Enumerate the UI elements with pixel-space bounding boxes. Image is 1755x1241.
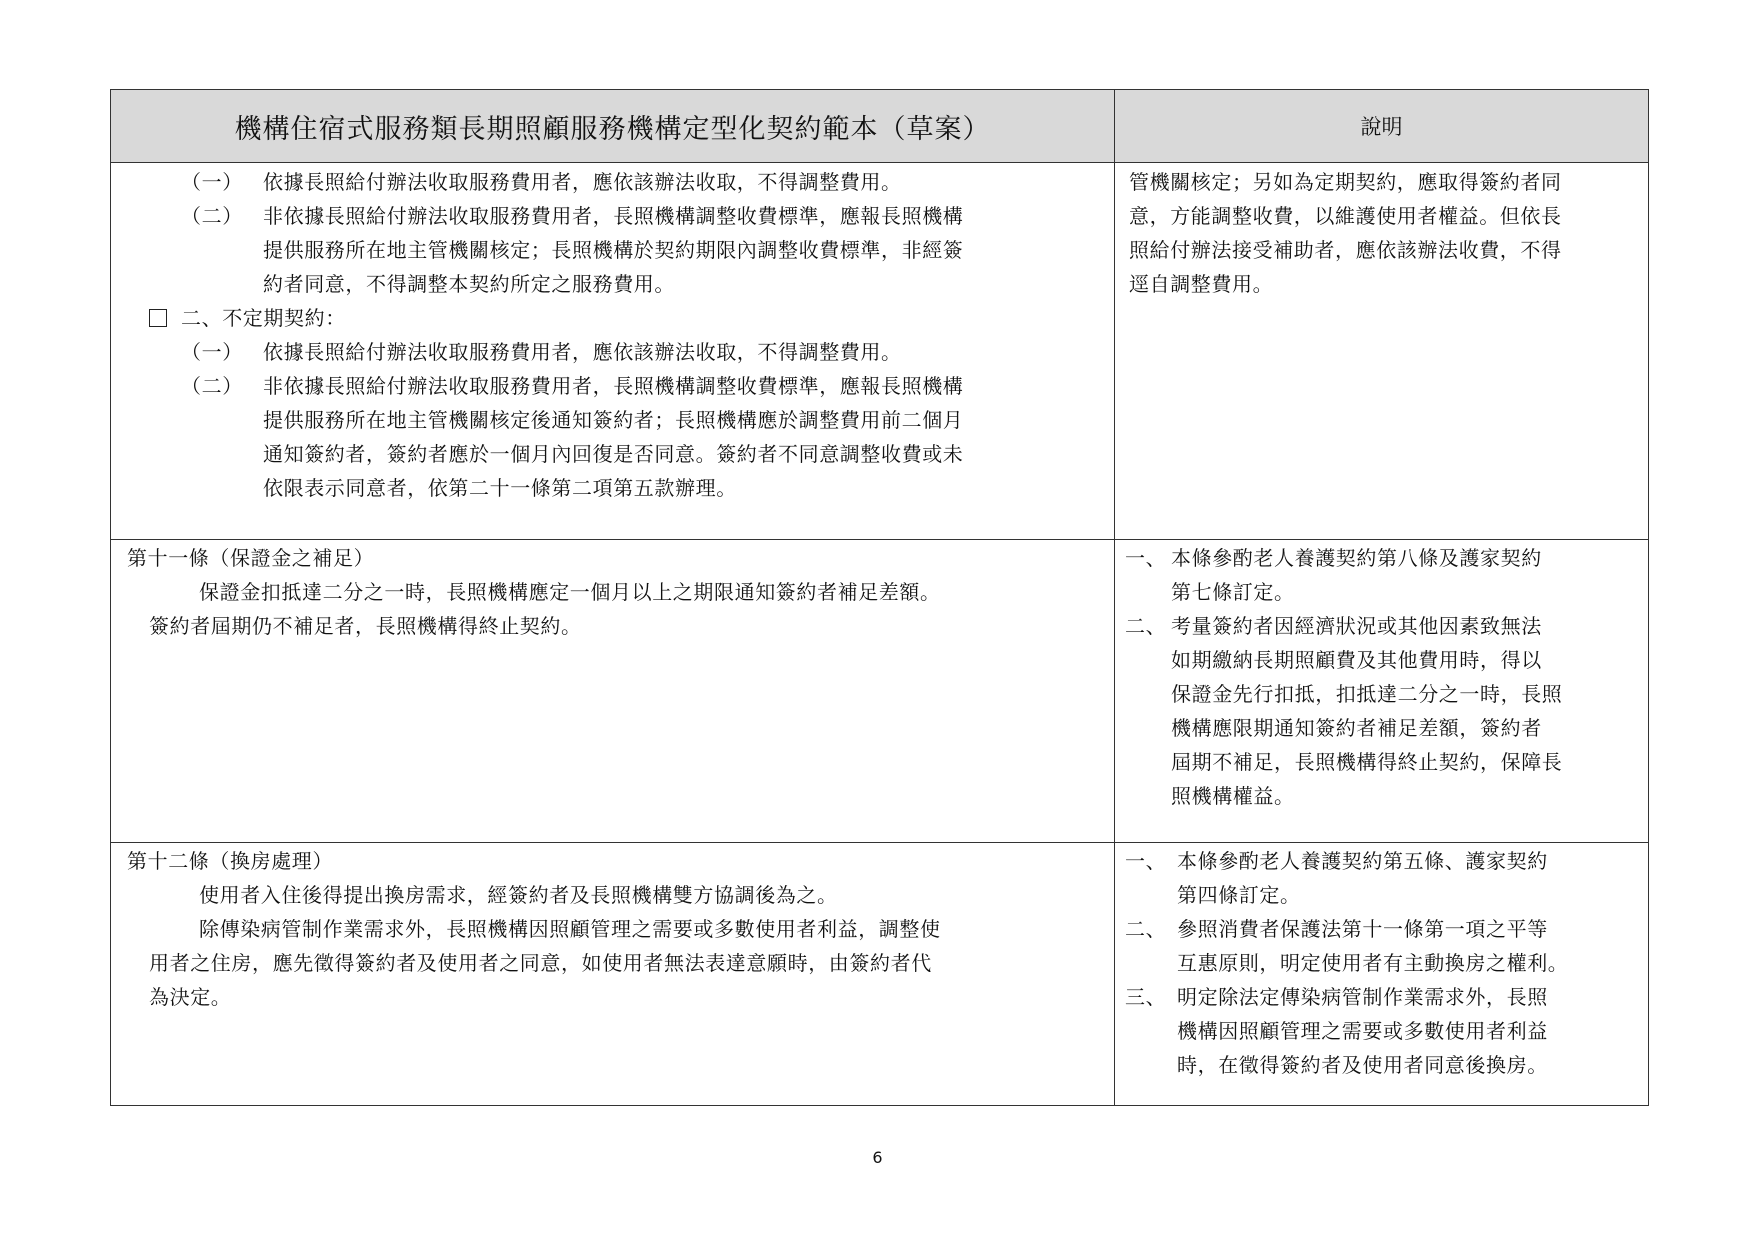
item-text: 考量簽約者因經濟狀況或其他因素致無法 xyxy=(1171,614,1542,638)
list-item xyxy=(1115,912,1648,946)
item-label: 二、 xyxy=(1125,917,1167,941)
item-text: 參照消費者保護法第十一條第一項之平等 xyxy=(1177,917,1548,941)
fee-adjustment-row xyxy=(111,162,1648,539)
table-header-row xyxy=(111,90,1648,162)
item-text: 本條參酌老人養護契約第八條及護家契約 xyxy=(1171,546,1542,570)
item-text: 第四條訂定。 xyxy=(1177,883,1301,907)
item-label: （一） xyxy=(181,340,243,364)
list-item xyxy=(1115,844,1648,878)
list-item xyxy=(111,199,1114,233)
item-text: 保證金先行扣抵，扣抵達二分之一時，長照 xyxy=(1171,682,1563,706)
checkbox[interactable] xyxy=(149,309,167,327)
clause-text: 使用者入住後得提出換房需求，經簽約者及長照機構雙方協調後為之。 xyxy=(199,883,838,907)
article-11-clause xyxy=(111,540,1115,842)
item-text: 非依據長照給付辦法收取服務費用者，長照機構調整收費標準，應報長照機構 xyxy=(263,204,964,228)
item-text: 非依據長照給付辦法收取服務費用者，長照機構調整收費標準，應報長照機構 xyxy=(263,374,964,398)
article-12-clause xyxy=(111,843,1115,1105)
article-title: 第十一條（保證金之補足） xyxy=(127,546,375,570)
indefinite-contract-option[interactable] xyxy=(111,301,1114,335)
item-text: 本條參酌老人養護契約第五條、護家契約 xyxy=(1177,849,1548,873)
item-label: 三、 xyxy=(1125,985,1167,1009)
explanation-heading: 說明 xyxy=(1360,115,1403,139)
contract-table xyxy=(110,89,1649,1106)
item-text: 依據長照給付辦法收取服務費用者，應依該辦法收取，不得調整費用。 xyxy=(263,340,902,364)
item-text: 機構因照顧管理之需要或多數使用者利益 xyxy=(1177,1019,1548,1043)
item-text: 互惠原則，明定使用者有主動換房之權利。 xyxy=(1177,951,1569,975)
header-title-cell xyxy=(111,90,1115,162)
item-text: 機構應限期通知簽約者補足差額，簽約者 xyxy=(1171,716,1542,740)
option-label: 二、不定期契約： xyxy=(181,306,346,330)
clause-text: 保證金扣抵達二分之一時，長照機構應定一個月以上之期限通知簽約者補足差額。 xyxy=(199,580,941,604)
item-text: 依據長照給付辦法收取服務費用者，應依該辦法收取，不得調整費用。 xyxy=(263,170,902,194)
item-text: 如期繳納長期照顧費及其他費用時，得以 xyxy=(1171,648,1542,672)
fee-adjustment-clause xyxy=(111,163,1115,539)
clause-text: 為決定。 xyxy=(149,985,232,1009)
clause-text: 用者之住房，應先徵得簽約者及使用者之同意，如使用者無法表達意願時，由簽約者代 xyxy=(149,951,932,975)
explanation-text: 意，方能調整收費，以維護使用者權益。但依長 xyxy=(1129,204,1562,228)
article-title: 第十二條（換房處理） xyxy=(127,849,333,873)
item-text: 依限表示同意者，依第二十一條第二項第五款辦理。 xyxy=(263,476,737,500)
item-text: 屆期不補足，長照機構得終止契約，保障長 xyxy=(1171,750,1563,774)
item-text: 提供服務所在地主管機關核定後通知簽約者；長照機構應於調整費用前二個月 xyxy=(263,408,964,432)
header-explanation-cell xyxy=(1115,90,1648,162)
explanation-text: 照給付辦法接受補助者，應依該辦法收費，不得 xyxy=(1129,238,1562,262)
page-number: 6 xyxy=(872,1148,883,1167)
list-item xyxy=(1115,609,1648,643)
item-text: 提供服務所在地主管機關核定；長照機構於契約期限內調整收費標準，非經簽 xyxy=(263,238,964,262)
article-12-explanation xyxy=(1115,843,1648,1105)
list-item xyxy=(1115,541,1648,575)
deposit-replenishment-row xyxy=(111,539,1648,842)
item-label: 一、 xyxy=(1125,546,1167,570)
item-text: 約者同意，不得調整本契約所定之服務費用。 xyxy=(263,272,675,296)
item-text: 照機構權益。 xyxy=(1171,784,1295,808)
document-title: 機構住宿式服務類長期照顧服務機構定型化契約範本（草案） xyxy=(234,113,991,145)
item-label: （二） xyxy=(181,374,243,398)
explanation-text: 管機關核定；另如為定期契約，應取得簽約者同 xyxy=(1129,170,1562,194)
item-text: 時，在徵得簽約者及使用者同意後換房。 xyxy=(1177,1053,1548,1077)
list-item xyxy=(111,369,1114,403)
item-label: 一、 xyxy=(1125,849,1167,873)
item-text: 第七條訂定。 xyxy=(1171,580,1295,604)
item-text: 明定除法定傳染病管制作業需求外，長照 xyxy=(1177,985,1548,1009)
item-text: 通知簽約者，簽約者應於一個月內回復是否同意。簽約者不同意調整收費或未 xyxy=(263,442,964,466)
room-change-row xyxy=(111,842,1648,1105)
item-label: （一） xyxy=(181,170,243,194)
article-11-explanation xyxy=(1115,540,1648,842)
fee-adjustment-explanation xyxy=(1115,163,1648,539)
explanation-text: 逕自調整費用。 xyxy=(1129,272,1274,296)
item-label: 二、 xyxy=(1125,614,1167,638)
clause-text: 簽約者屆期仍不補足者，長照機構得終止契約。 xyxy=(149,614,582,638)
list-item xyxy=(111,165,1114,199)
list-item xyxy=(1115,980,1648,1014)
list-item xyxy=(111,335,1114,369)
clause-text: 除傳染病管制作業需求外，長照機構因照顧管理之需要或多數使用者利益，調整使 xyxy=(199,917,941,941)
item-label: （二） xyxy=(181,204,243,228)
